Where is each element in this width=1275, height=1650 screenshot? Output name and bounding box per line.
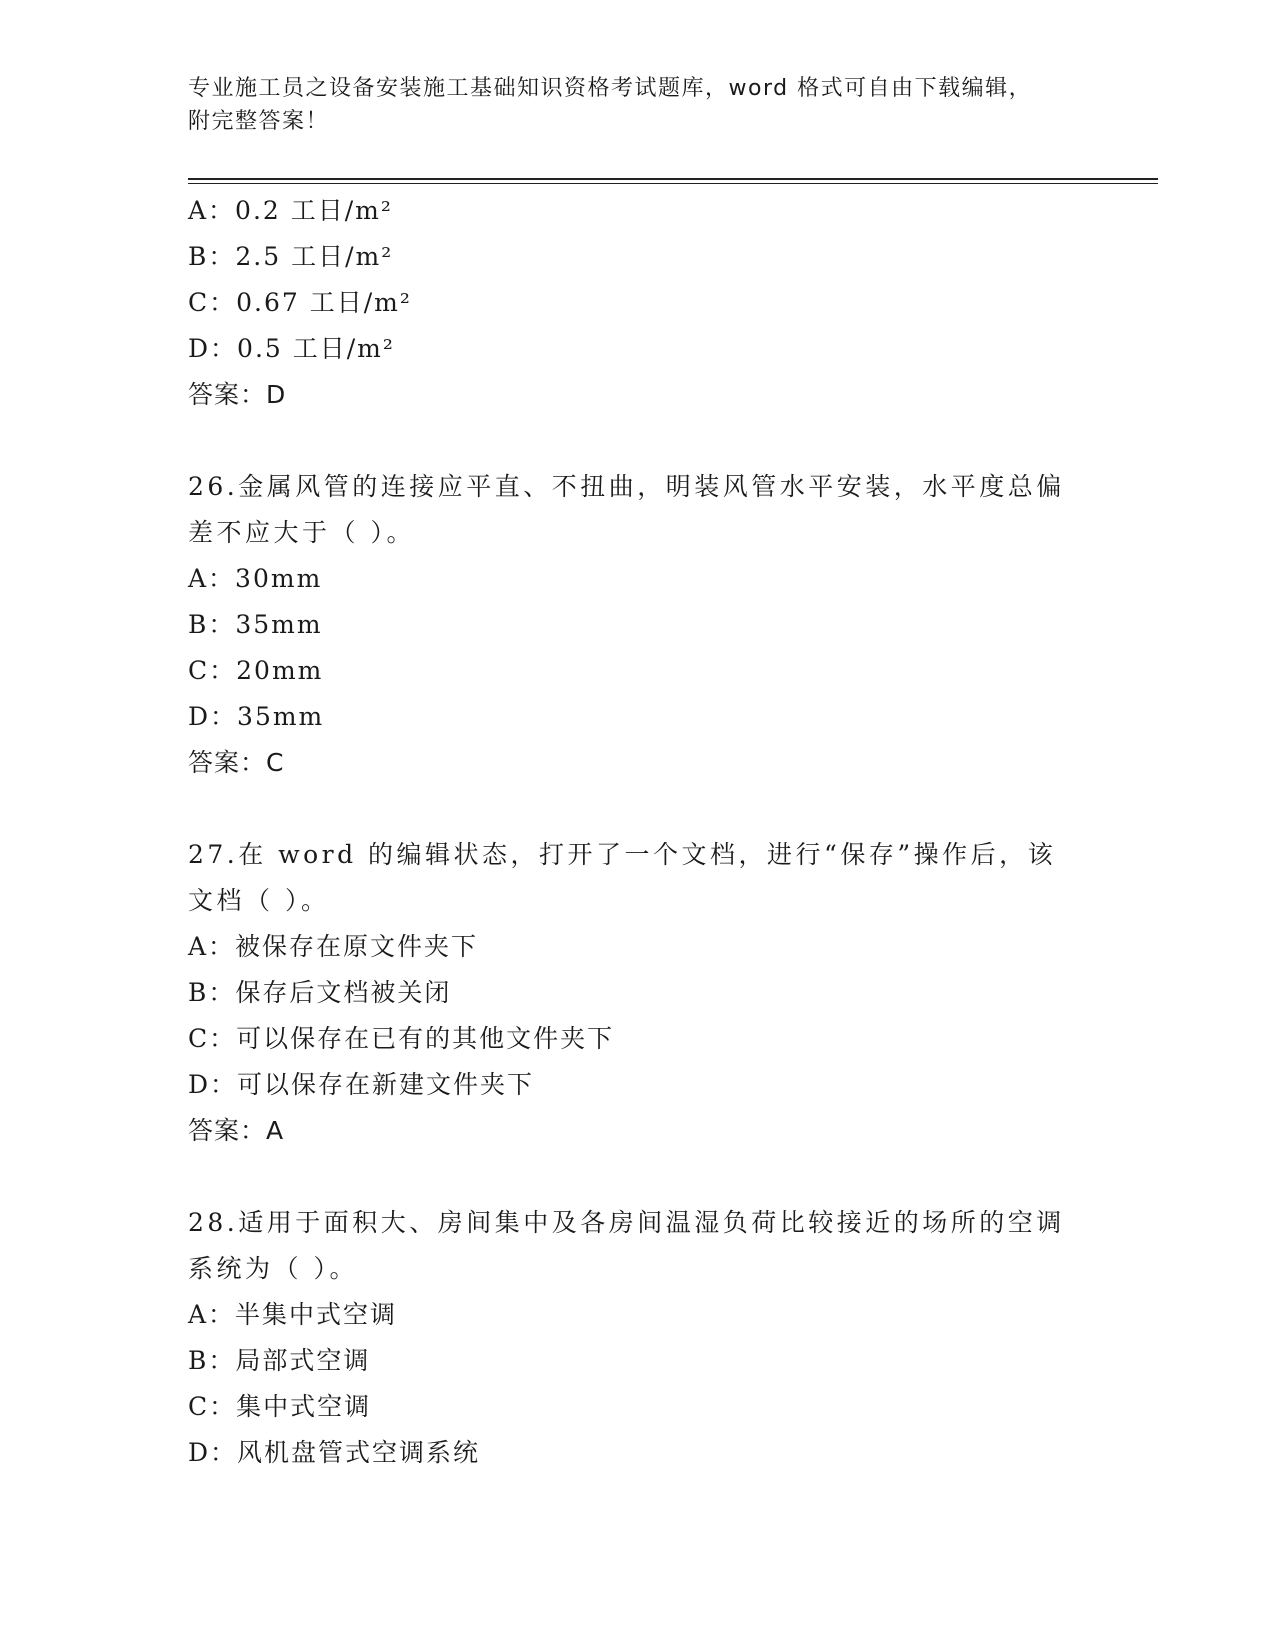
header-line-1: 专业施工员之设备安装施工基础知识资格考试题库，word 格式可自由下载编辑， [188,76,1033,101]
question-stem-line-1: 26.金属风管的连接应平直、不扭曲，明装风管水平安装，水平度总偏 [188,472,1065,501]
question-stem-line-1: 28.适用于面积大、房间集中及各房间温湿负荷比较接近的场所的空调 [188,1208,1065,1237]
spacer [188,786,1088,832]
question-stem [188,832,1068,924]
question-stem [188,464,1068,556]
question-26 [188,464,1088,786]
option-d: D：可以保存在新建文件夹下 [188,1070,535,1099]
spacer [188,418,1088,464]
option-c: C：0.67 工日/m² [188,288,412,317]
document-header [188,72,1088,138]
option-c: C：20mm [188,656,324,685]
question-stem-line-2: 差不应大于（ ）。 [188,518,415,547]
question-stem-line-2: 文档（ ）。 [188,886,330,915]
option-a: A：被保存在原文件夹下 [188,932,479,961]
option-a: A：30mm [188,564,323,593]
question-stem [188,1200,1068,1292]
question-list [188,188,1088,1476]
question-stem-line-1: 27.在 word 的编辑状态，打开了一个文档，进行“保存”操作后，该 [188,840,1057,869]
spacer [188,1154,1088,1200]
option-c: C：可以保存在已有的其他文件夹下 [188,1024,615,1053]
option-a: A：0.2 工日/m² [188,196,393,225]
option-c: C：集中式空调 [188,1392,372,1421]
option-b: B：2.5 工日/m² [188,242,394,271]
option-d: D：0.5 工日/m² [188,334,395,363]
header-divider-thick [188,178,1158,180]
option-b: B：35mm [188,610,323,639]
option-d: D：35mm [188,702,325,731]
answer: 答案：D [188,380,287,409]
option-a: A：半集中式空调 [188,1300,398,1329]
question-25 [188,188,1088,418]
answer: 答案：A [188,1116,285,1145]
question-27 [188,832,1088,1154]
question-stem-line-2: 系统为（ ）。 [188,1254,358,1283]
header-line-2: 附完整答案！ [188,109,330,134]
answer: 答案：C [188,748,285,777]
option-b: B：局部式空调 [188,1346,371,1375]
question-28 [188,1200,1088,1476]
header-divider-thin [188,183,1158,184]
option-b: B：保存后文档被关闭 [188,978,452,1007]
option-d: D：风机盘管式空调系统 [188,1438,481,1467]
